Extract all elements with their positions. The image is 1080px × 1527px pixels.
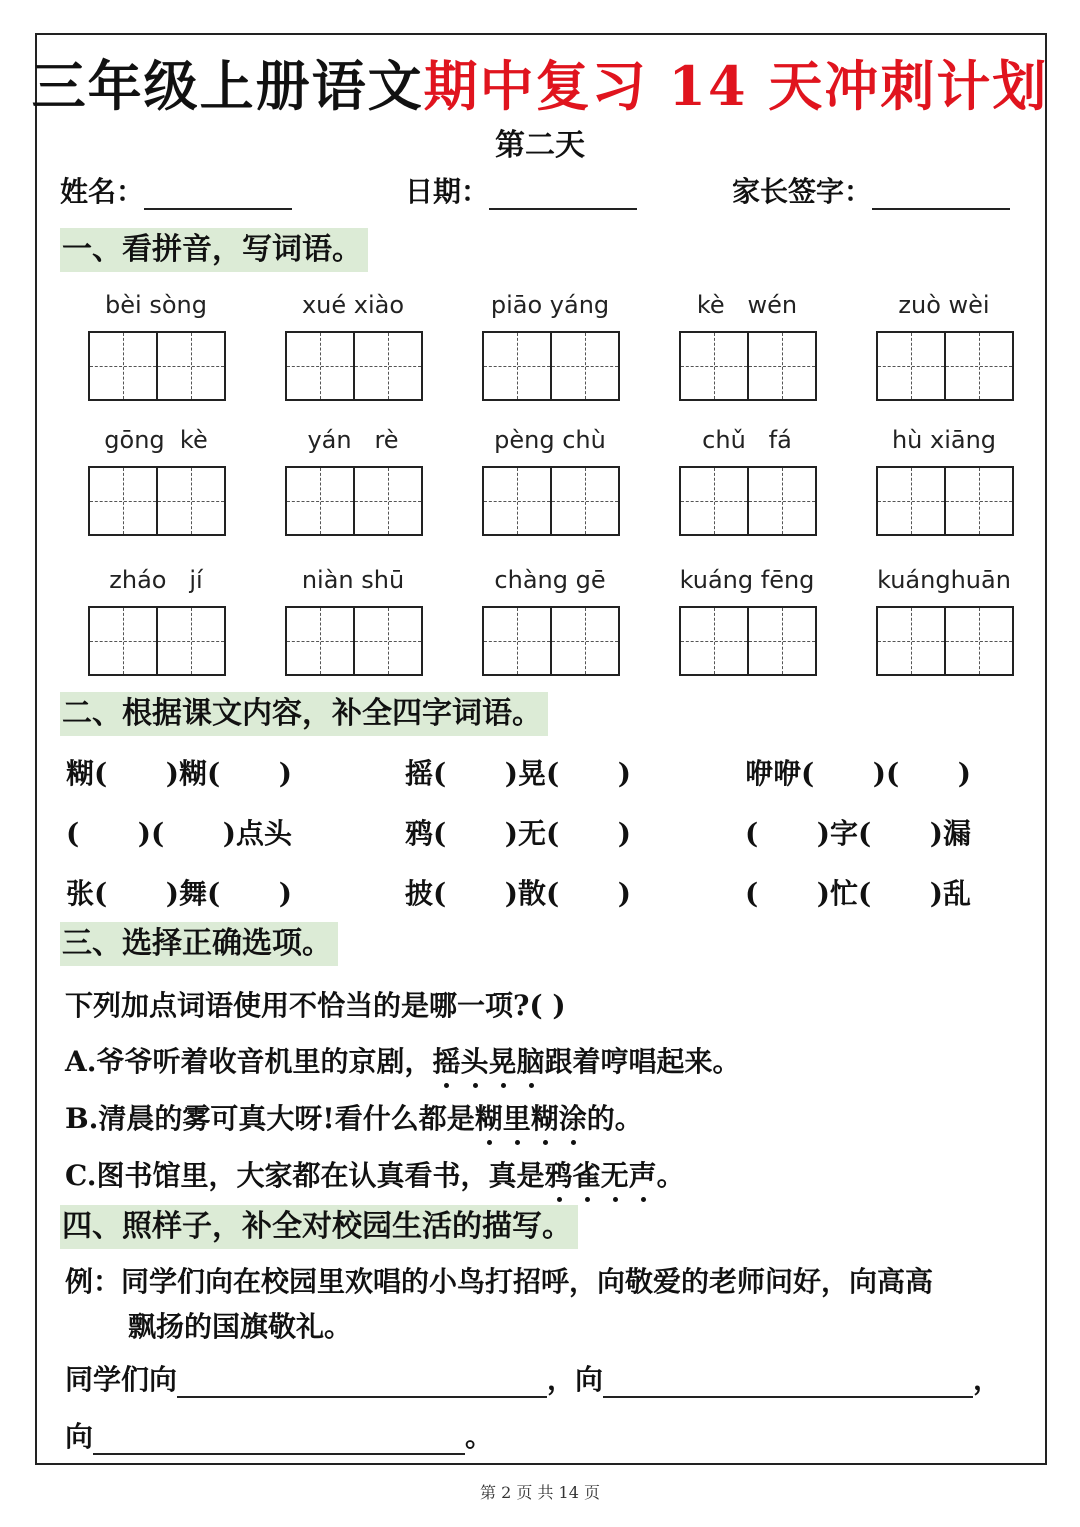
example-line1: 例：同学们向在校园里欢唱的小鸟打招呼，向敬爱的老师问好，向高高 (65, 1265, 934, 1298)
character-cell[interactable] (156, 468, 224, 534)
character-grid[interactable] (88, 331, 226, 401)
character-grid[interactable] (679, 331, 817, 401)
character-cell[interactable] (90, 468, 156, 534)
character-grid[interactable] (482, 606, 620, 676)
section2-heading: 二、根据课文内容，补全四字词语。 (60, 692, 548, 736)
name-label: 姓名： (60, 175, 145, 208)
example-line2: 飘扬的国旗敬礼。 (128, 1310, 353, 1343)
character-grid[interactable] (876, 331, 1014, 401)
option-a[interactable] (65, 1040, 741, 1080)
pinyin-item (482, 288, 618, 401)
character-cell[interactable] (90, 608, 156, 674)
dotted-char: 脑 (517, 1040, 545, 1080)
pinyin-item (482, 563, 618, 676)
character-cell[interactable] (156, 333, 224, 399)
sign-field (732, 170, 1010, 210)
character-cell[interactable] (287, 333, 353, 399)
page-title (0, 44, 1080, 121)
pinyin-item (285, 423, 421, 536)
pinyin-item (876, 423, 1012, 536)
pinyin-label: yán rè (307, 426, 399, 454)
character-cell[interactable] (878, 333, 944, 399)
character-cell[interactable] (681, 468, 747, 534)
pinyin-item (88, 288, 224, 401)
name-field (60, 170, 292, 210)
character-cell[interactable] (484, 468, 550, 534)
pinyin-item (679, 563, 815, 676)
idiom-fill-item[interactable]: 糊( )糊( ) (66, 757, 292, 790)
date-blank[interactable] (489, 178, 637, 210)
character-cell[interactable] (747, 468, 815, 534)
dotted-char: 糊 (531, 1097, 559, 1137)
pinyin-label: chàng gē (494, 566, 606, 594)
sign-blank[interactable] (872, 178, 1010, 210)
option-text: B.清晨的雾可真大呀!看什么都是 (65, 1102, 475, 1135)
character-cell[interactable] (550, 608, 618, 674)
character-grid[interactable] (679, 466, 817, 536)
dotted-char: 晃 (489, 1040, 517, 1080)
title-red: 期中复习 14 天冲刺计划 (423, 54, 1049, 118)
idiom-fill-item[interactable]: 鸦( )无( ) (405, 817, 631, 850)
name-blank[interactable] (144, 178, 292, 210)
option-b[interactable] (65, 1097, 643, 1137)
character-grid[interactable] (482, 466, 620, 536)
answer1-blank-a[interactable] (177, 1366, 547, 1398)
character-cell[interactable] (484, 333, 550, 399)
character-grid[interactable] (285, 331, 423, 401)
character-cell[interactable] (287, 468, 353, 534)
date-field (405, 170, 637, 210)
pinyin-label: kè wén (696, 291, 798, 319)
pinyin-item (482, 423, 618, 536)
pinyin-label: hù xiāng (891, 426, 997, 454)
pinyin-label: zuò wèi (898, 291, 990, 319)
character-cell[interactable] (156, 608, 224, 674)
date-label: 日期： (405, 175, 490, 208)
pinyin-label: xué xiào (301, 291, 405, 319)
idiom-fill-item[interactable]: ( )字( )漏 (745, 817, 971, 850)
character-cell[interactable] (353, 333, 421, 399)
character-cell[interactable] (944, 333, 1012, 399)
character-cell[interactable] (681, 333, 747, 399)
dotted-char: 头 (461, 1040, 489, 1080)
pinyin-item (285, 563, 421, 676)
pinyin-label: zháo jí (109, 566, 203, 594)
character-cell[interactable] (287, 608, 353, 674)
option-c[interactable] (65, 1154, 685, 1194)
pinyin-label: piāo yáng (490, 291, 610, 319)
pinyin-label: bèi sòng (105, 291, 207, 319)
character-cell[interactable] (484, 608, 550, 674)
character-cell[interactable] (878, 608, 944, 674)
answer2-blank[interactable] (93, 1423, 465, 1455)
idiom-fill-item[interactable]: ( )( )点头 (66, 817, 292, 850)
dotted-char: 里 (503, 1097, 531, 1137)
pinyin-item (679, 423, 815, 536)
character-cell[interactable] (944, 468, 1012, 534)
idiom-fill-item[interactable]: ( )忙( )乱 (745, 877, 971, 910)
character-grid[interactable] (876, 466, 1014, 536)
option-text: 跟着哼唱起来。 (544, 1045, 741, 1078)
pinyin-label: niàn shū (301, 566, 405, 594)
character-cell[interactable] (681, 608, 747, 674)
dotted-char: 声 (629, 1154, 657, 1194)
option-text: 的。 (586, 1102, 643, 1135)
character-cell[interactable] (353, 608, 421, 674)
answer1-mid: ，向 (547, 1363, 604, 1396)
character-cell[interactable] (747, 333, 815, 399)
sign-label: 家长签字： (732, 175, 873, 208)
dotted-char: 涂 (559, 1097, 587, 1137)
character-cell[interactable] (353, 468, 421, 534)
answer-line1 (65, 1358, 1001, 1398)
info-row (60, 170, 1030, 210)
character-cell[interactable] (747, 608, 815, 674)
page-footer: 第 2 页 共 14 页 (480, 1483, 600, 1502)
character-grid[interactable] (285, 606, 423, 676)
pinyin-item (88, 423, 224, 536)
character-cell[interactable] (90, 333, 156, 399)
section3-heading: 三、选择正确选项。 (60, 922, 338, 966)
pinyin-label: gōng kè (104, 426, 208, 454)
character-grid[interactable] (285, 466, 423, 536)
character-grid[interactable] (679, 606, 817, 676)
character-cell[interactable] (550, 468, 618, 534)
answer1-end: ， (973, 1363, 1002, 1396)
idiom-fill-item[interactable]: 摇( )晃( ) (405, 757, 631, 790)
section4-heading: 四、照样子，补全对校园生活的描写。 (60, 1205, 578, 1249)
answer1-start: 同学们向 (65, 1363, 178, 1396)
question-text: 下列加点词语使用不恰当的是哪一项?( ) (65, 989, 566, 1022)
character-cell[interactable] (550, 333, 618, 399)
character-grid[interactable] (876, 606, 1014, 676)
dotted-char: 糊 (475, 1097, 503, 1137)
idiom-fill-item[interactable]: 张( )舞( ) (66, 877, 292, 910)
answer1-blank-b[interactable] (603, 1366, 973, 1398)
pinyin-item (679, 288, 815, 401)
pinyin-item (285, 288, 421, 401)
idiom-fill-item[interactable]: 咿咿( )( ) (745, 757, 971, 790)
dotted-char: 摇 (432, 1040, 460, 1080)
pinyin-label: kuáng fēng (679, 566, 815, 594)
character-grid[interactable] (88, 606, 226, 676)
pinyin-item (88, 563, 224, 676)
pinyin-label: pèng chù (494, 426, 606, 454)
character-cell[interactable] (944, 608, 1012, 674)
pinyin-label: chǔ fá (702, 426, 792, 454)
section1-heading: 一、看拼音，写词语。 (60, 228, 368, 272)
character-grid[interactable] (482, 331, 620, 401)
option-text: A.爷爷听着收音机里的京剧， (65, 1045, 433, 1078)
answer2-start: 向 (65, 1420, 94, 1453)
title-black: 三年级上册语文 (31, 54, 424, 118)
option-text: 。 (656, 1159, 685, 1192)
character-grid[interactable] (88, 466, 226, 536)
dotted-char: 无 (601, 1154, 629, 1194)
dotted-char: 雀 (573, 1154, 601, 1194)
pinyin-label: kuánghuān (877, 566, 1011, 594)
option-text: C.图书馆里，大家都在认真看书，真是 (65, 1159, 545, 1192)
dotted-char: 鸦 (545, 1154, 573, 1194)
pinyin-item (876, 563, 1012, 676)
answer-line2 (65, 1415, 493, 1455)
pinyin-item (876, 288, 1012, 401)
page-subtitle: 第二天 (495, 128, 585, 163)
idiom-fill-item[interactable]: 披( )散( ) (405, 877, 631, 910)
character-cell[interactable] (878, 468, 944, 534)
answer2-end: 。 (465, 1420, 494, 1453)
